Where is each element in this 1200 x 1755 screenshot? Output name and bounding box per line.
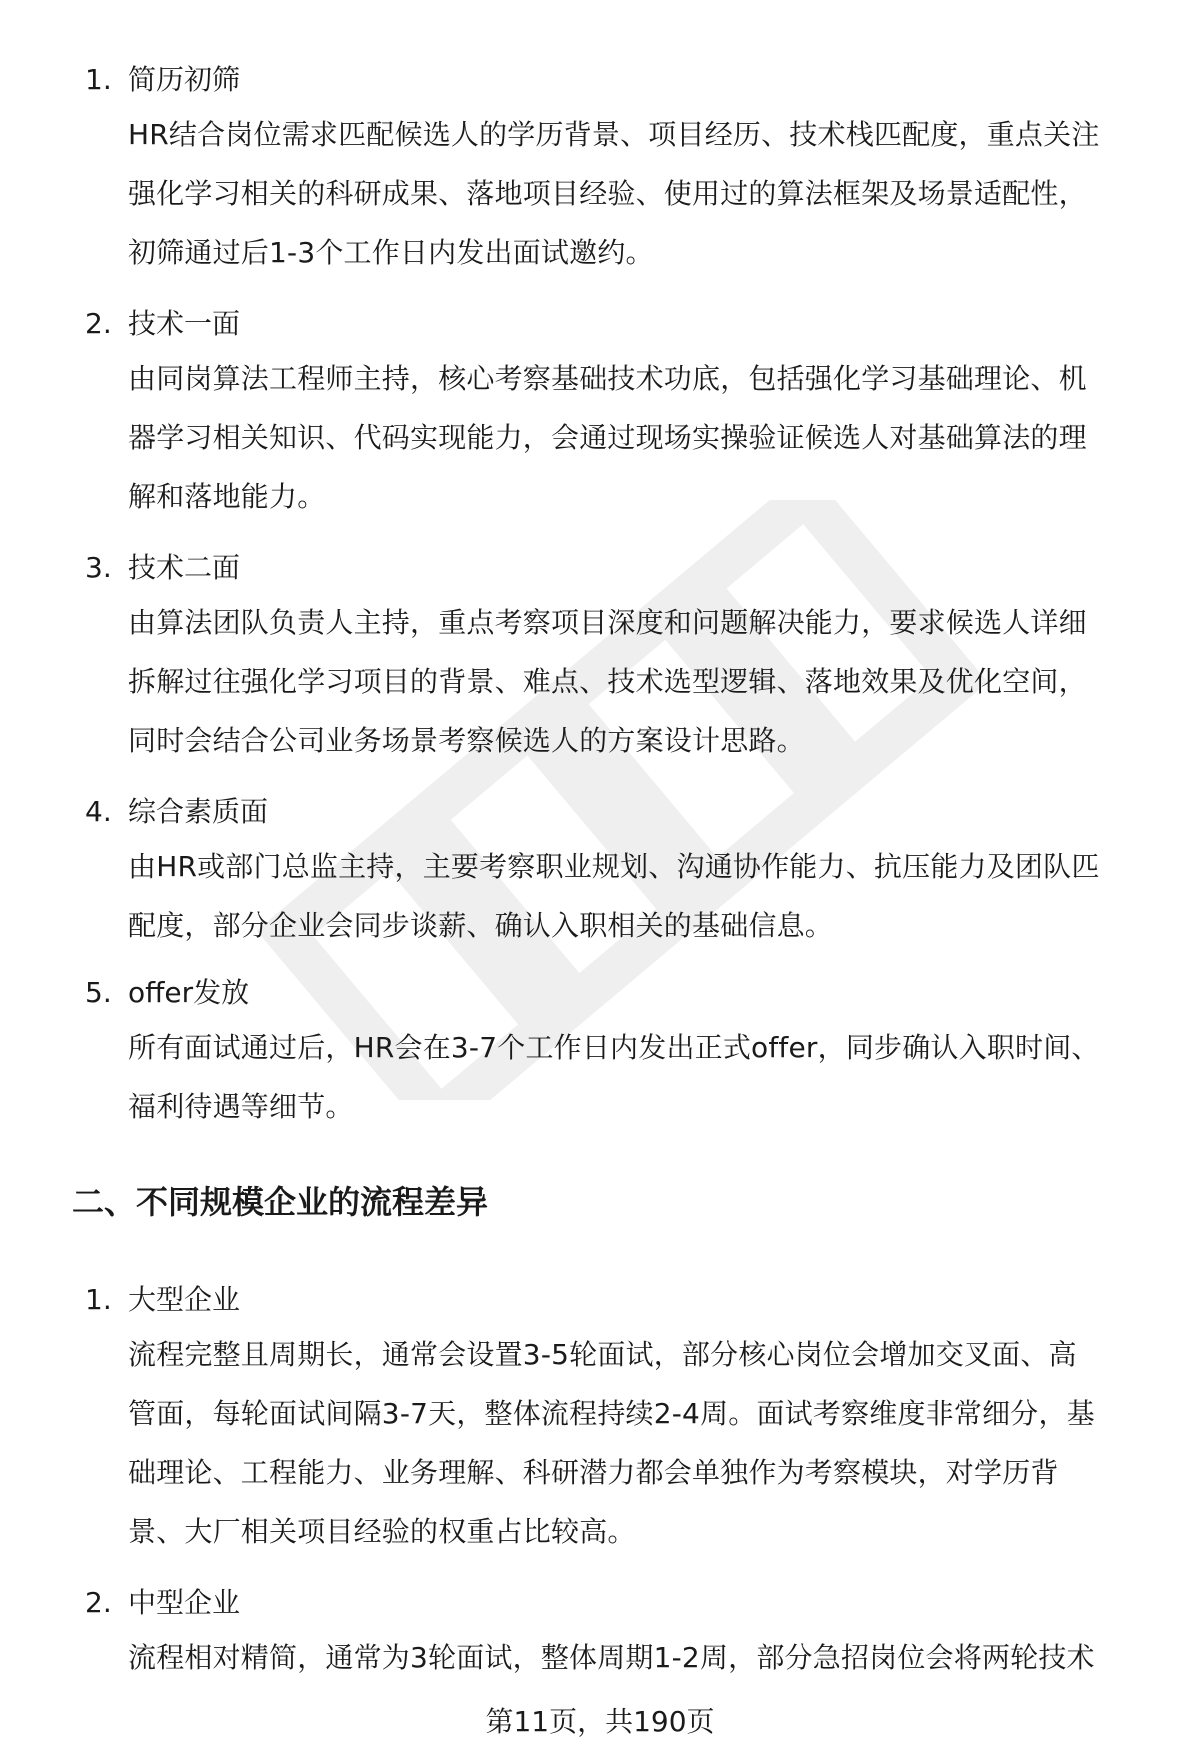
paragraph-line: 由同岗算法工程师主持，核心考察基础技术功底，包括强化学习基础理论、机 [128, 362, 1087, 395]
list-item-title: 中型企业 [128, 1586, 241, 1619]
list-item-number: 1. [85, 1283, 112, 1316]
paragraph-line: 础理论、工程能力、业务理解、科研潜力都会单独作为考察模块，对学历背 [128, 1456, 1059, 1489]
list-item-paragraph [128, 1628, 1158, 1687]
list-item-number: 1. [85, 63, 112, 96]
list-item-heading [85, 1280, 240, 1320]
paragraph-line: 初筛通过后1-3个工作日内发出面试邀约。 [128, 236, 654, 269]
list-item-title: 技术二面 [128, 551, 241, 584]
paragraph-line: 配度，部分企业会同步谈薪、确认入职相关的基础信息。 [128, 909, 834, 942]
paragraph-line: 景、大厂相关项目经验的权重占比较高。 [128, 1515, 636, 1548]
list-item-paragraph [128, 1018, 1158, 1136]
paragraph-line: 所有面试通过后，HR会在3-7个工作日内发出正式offer，同步确认入职时间、 [128, 1031, 1100, 1064]
list-item-title: 简历初筛 [128, 63, 241, 96]
paragraph-line: 拆解过往强化学习项目的背景、难点、技术选型逻辑、落地效果及优化空间， [128, 665, 1087, 698]
list-item-heading [85, 1583, 240, 1623]
page-number-footer: 第11页，共190页 [485, 1705, 715, 1738]
list-item-title: 大型企业 [128, 1283, 241, 1316]
list-item-title: 技术一面 [128, 307, 241, 340]
paragraph-line: 福利待遇等细节。 [128, 1090, 354, 1123]
list-item-heading [85, 60, 240, 100]
list-item-number: 2. [85, 1586, 112, 1619]
paragraph-line: 器学习相关知识、代码实现能力，会通过现场实操验证候选人对基础算法的理 [128, 421, 1087, 454]
list-item-paragraph [128, 105, 1158, 282]
paragraph-line: 由HR或部门总监主持，主要考察职业规划、沟通协作能力、抗压能力及团队匹 [128, 850, 1100, 883]
list-item-heading [85, 304, 240, 344]
paragraph-line: 流程完整且周期长，通常会设置3-5轮面试，部分核心岗位会增加交叉面、高 [128, 1338, 1077, 1371]
list-item-heading [85, 973, 249, 1013]
list-item-title: 综合素质面 [128, 795, 269, 828]
paragraph-line: 流程相对精简，通常为3轮面试，整体周期1-2周，部分急招岗位会将两轮技术 [128, 1641, 1095, 1674]
list-item-number: 3. [85, 551, 112, 584]
list-item-number: 5. [85, 976, 112, 1009]
list-item-paragraph [128, 593, 1158, 770]
list-item-paragraph [128, 349, 1158, 526]
list-item-heading [85, 792, 268, 832]
paragraph-line: 管面，每轮面试间隔3-7天，整体流程持续2-4周。面试考察维度非常细分，基 [128, 1397, 1095, 1430]
section-heading: 二、不同规模企业的流程差异 [72, 1183, 489, 1221]
paragraph-line: 同时会结合公司业务场景考察候选人的方案设计思路。 [128, 724, 805, 757]
list-item-number: 4. [85, 795, 112, 828]
paragraph-line: 强化学习相关的科研成果、落地项目经验、使用过的算法框架及场景适配性， [128, 177, 1087, 210]
paragraph-line: HR结合岗位需求匹配候选人的学历背景、项目经历、技术栈匹配度，重点关注 [128, 118, 1100, 151]
list-item-heading [85, 548, 240, 588]
list-item-paragraph [128, 837, 1158, 955]
list-item-paragraph [128, 1325, 1158, 1561]
paragraph-line: 解和落地能力。 [128, 480, 326, 513]
list-item-title: offer发放 [128, 976, 250, 1009]
list-item-number: 2. [85, 307, 112, 340]
paragraph-line: 由算法团队负责人主持，重点考察项目深度和问题解决能力，要求候选人详细 [128, 606, 1087, 639]
